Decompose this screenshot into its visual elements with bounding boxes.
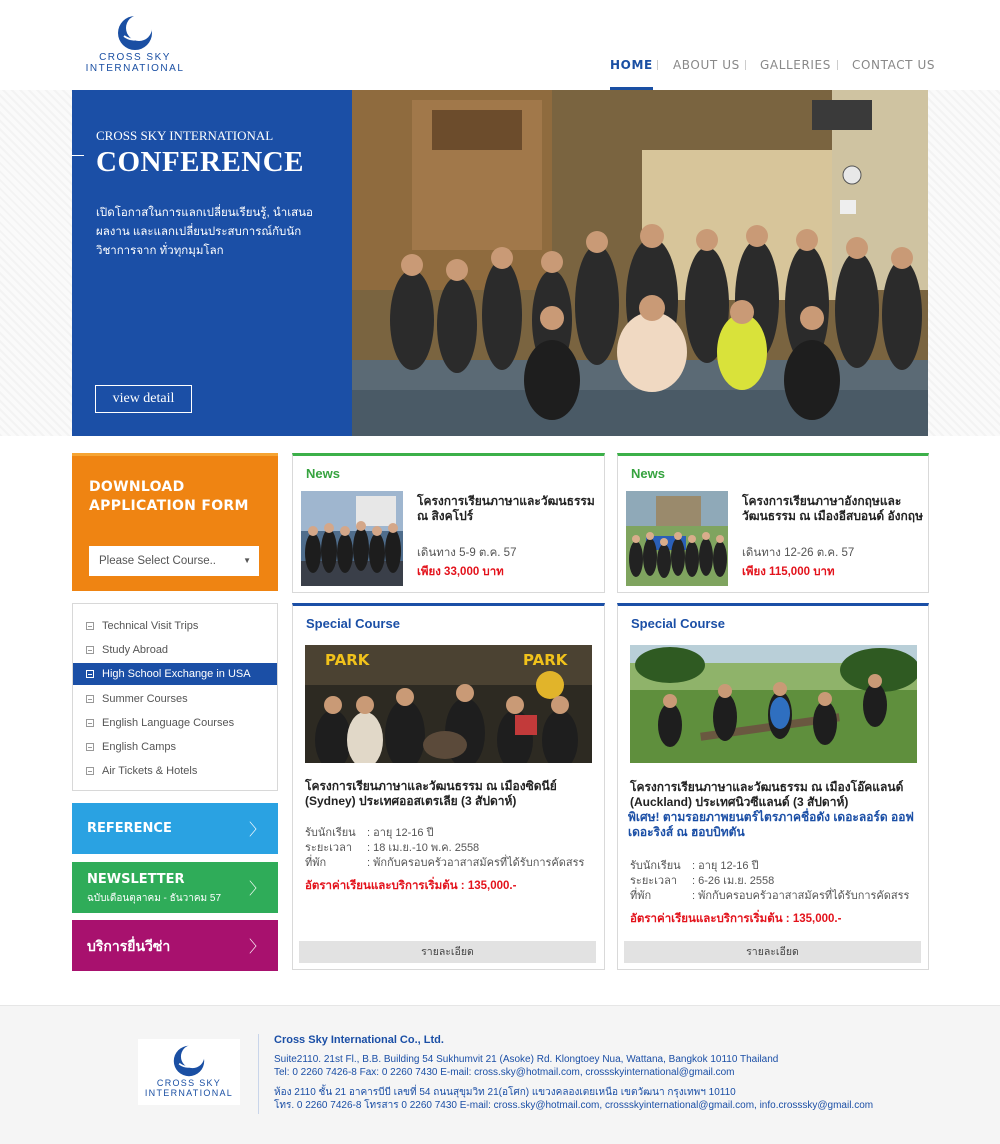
special-course-price: อัตราค่าเรียนและบริการเริ่มต้น : 135,000.-	[305, 880, 517, 892]
chevron-right-icon: 〉	[248, 879, 265, 898]
news-heading: News	[631, 466, 665, 481]
site-footer	[0, 1005, 1000, 1144]
collapse-box-icon	[86, 767, 94, 775]
newsletter-button[interactable]	[72, 862, 278, 913]
special-course-title[interactable]: โครงการเรียนภาษาและวัฒนธรรม ณ เมืองโอ๊คแลนด์ (Auckland) ประเทศนิวซีแลนด์ (3 สัปดาห์)	[630, 780, 904, 809]
info-value: : อายุ 12-16 ปี	[692, 860, 759, 872]
info-value: : อายุ 12-16 ปี	[367, 827, 434, 839]
menu-item-label: English Camps	[102, 741, 176, 753]
detail-button[interactable]: รายละเอียด	[299, 941, 596, 963]
download-title-line2: APPLICATION FORM	[89, 498, 249, 514]
menu-item-air-tickets-hotels[interactable]	[73, 760, 277, 782]
special-course-price: อัตราค่าเรียนและบริการเริ่มต้น : 135,000.-	[630, 913, 842, 925]
nav-galleries[interactable]: GALLERIES	[760, 58, 831, 72]
news-photo-eastbourne	[626, 491, 728, 586]
course-category-menu	[72, 603, 278, 791]
news-card-eastbourne[interactable]	[617, 453, 929, 593]
menu-item-english-camps[interactable]	[73, 736, 277, 758]
info-row-accommodation	[305, 853, 584, 871]
footer-logo-line1: CROSS SKY	[156, 1078, 222, 1088]
park-sign-left: PARK	[325, 651, 370, 669]
nav-about-us[interactable]: ABOUT US	[673, 58, 740, 72]
news-title[interactable]: โครงการเรียนภาษาและวัฒนธรรม ณ สิงคโปร์	[417, 494, 595, 523]
footer-company-name: Cross Sky International Co., Ltd.	[274, 1034, 444, 1046]
info-value: : พักกับครอบครัวอาสาสมัครที่ได้รับการคัดสรร	[367, 857, 585, 869]
news-date: เดินทาง 12-26 ต.ค. 57	[742, 547, 855, 559]
collapse-box-icon	[86, 719, 94, 727]
info-label: ระยะเวลา	[630, 875, 678, 887]
info-label: รับนักเรียน	[630, 860, 681, 872]
news-title[interactable]: โครงการเรียนภาษาอังกฤษและวัฒนธรรม ณ เมืองอีสบอนด์ อังกฤษ	[742, 494, 923, 523]
newsletter-subtitle: ฉบับเดือนตุลาคม - ธันวาคม 57	[87, 893, 222, 904]
logo-text-line1: CROSS SKY	[99, 52, 171, 63]
menu-item-label: High School Exchange in USA	[102, 668, 251, 680]
footer-logo[interactable]	[138, 1039, 240, 1105]
news-price: เพียง 33,000 บาท	[417, 566, 504, 578]
menu-item-high-school-exchange[interactable]	[73, 663, 277, 685]
crescent-logo-icon	[170, 1044, 208, 1078]
collapse-box-icon	[86, 743, 94, 751]
menu-item-label: English Language Courses	[102, 717, 235, 729]
collapse-box-icon	[86, 622, 94, 630]
menu-item-label: Air Tickets & Hotels	[102, 765, 198, 777]
menu-item-summer-courses[interactable]	[73, 688, 277, 710]
footer-logo-line2: INTERNATIONAL	[144, 1088, 234, 1098]
visa-service-button[interactable]	[72, 920, 278, 971]
info-label: รับนักเรียน	[305, 827, 356, 839]
info-label: ที่พัก	[305, 857, 327, 869]
download-application-form	[72, 453, 278, 591]
info-value: : 6-26 เม.ย. 2558	[692, 875, 775, 887]
news-photo-singapore	[301, 491, 403, 586]
news-date: เดินทาง 5-9 ต.ค. 57	[417, 547, 517, 559]
hero-conference-photo	[352, 90, 928, 436]
detail-button[interactable]: รายละเอียด	[624, 941, 921, 963]
reference-label: REFERENCE	[87, 821, 172, 836]
news-heading: News	[306, 466, 340, 481]
menu-item-label: Summer Courses	[102, 693, 188, 705]
hero-title: CONFERENCE	[96, 146, 305, 178]
special-course-heading: Special Course	[631, 616, 725, 631]
nav-separator	[837, 60, 838, 70]
reference-button[interactable]	[72, 803, 278, 854]
download-title	[89, 478, 249, 516]
nav-separator	[657, 60, 658, 70]
special-course-highlight: พิเศษ! ตามรอยภาพยนตร์ไตรภาคชื่อดัง เดอะลอร์ด ออฟเดอะริงส์ ณ ฮอบบิทตัน	[628, 810, 914, 839]
footer-address-th: ห้อง 2110 ชั้น 21 อาคารบีบี เลขที่ 54 ถนนสุขุมวิท 21(อโศก) แขวงคลองเตยเหนือ เขตวัฒนา กรุงเทพฯ 10110	[274, 1086, 736, 1098]
info-value: : 18 เม.ย.-10 พ.ค. 2558	[367, 842, 480, 854]
news-price: เพียง 115,000 บาท	[742, 566, 835, 578]
view-detail-button[interactable]: view detail	[95, 385, 192, 413]
park-sign-right: PARK	[523, 651, 568, 669]
hero-description: เปิดโอกาสในการแลกเปลี่ยนเรียนรู้, นำเสนอผลงาน และแลกเปลี่ยนประสบการณ์กับนักวิชาการจาก ทั่วทุกมุมโลก	[96, 207, 313, 257]
info-label: ที่พัก	[630, 890, 652, 902]
site-header	[0, 0, 1000, 90]
menu-item-label: Technical Visit Trips	[102, 620, 199, 632]
collapse-box-icon	[86, 670, 94, 678]
visa-label: บริการยื่นวีซ่า	[87, 939, 171, 955]
menu-item-label: Study Abroad	[102, 644, 169, 656]
download-title-line1: DOWNLOAD	[89, 479, 185, 495]
menu-item-english-language-courses[interactable]	[73, 712, 277, 734]
footer-contact-en: Tel: 0 2260 7426-8 Fax: 0 2260 7430 E-mail: cross.sky@hotmail.com, crossskyinternational@gmail.com	[274, 1067, 735, 1078]
site-logo[interactable]	[78, 14, 192, 80]
footer-divider	[258, 1034, 259, 1114]
special-course-card-sydney	[292, 603, 605, 970]
info-value: : พักกับครอบครัวอาสาสมัครที่ได้รับการคัดสรร	[692, 890, 910, 902]
collapse-box-icon	[86, 695, 94, 703]
news-card-singapore[interactable]	[292, 453, 605, 593]
nav-contact-us[interactable]: CONTACT US	[852, 58, 936, 72]
footer-contact-th: โทร. 0 2260 7426-8 โทรสาร 0 2260 7430 E-mail: cross.sky@hotmail.com, crossskyinternational@gmail.com, info.crosssky@gmail.com	[274, 1100, 874, 1111]
info-label: ระยะเวลา	[305, 842, 353, 854]
chevron-right-icon: 〉	[248, 820, 265, 839]
newsletter-label: NEWSLETTER	[87, 872, 185, 887]
special-course-card-auckland	[617, 603, 929, 970]
collapse-box-icon	[86, 646, 94, 654]
special-course-title[interactable]: โครงการเรียนภาษาและวัฒนธรรม ณ เมืองซิดนีย์ (Sydney) ประเทศออสเตรเลีย (3 สัปดาห์)	[305, 779, 557, 808]
menu-item-technical-visit-trips[interactable]	[73, 615, 277, 637]
course-select-value: Please Select Course..	[99, 555, 216, 567]
hero-kicker: CROSS SKY INTERNATIONAL	[96, 128, 274, 143]
crescent-logo-icon	[114, 14, 156, 52]
course-select[interactable]	[89, 546, 259, 576]
info-row-accommodation	[630, 886, 909, 904]
nav-separator	[745, 60, 746, 70]
footer-address-en: Suite2110. 21st Fl., B.B. Building 54 Sukhumvit 21 (Asoke) Rd. Klongtoey Nua, Wattana, Bangkok 10110 Thailand	[274, 1053, 779, 1065]
nav-home[interactable]: HOME	[610, 58, 653, 90]
hero-panel	[72, 90, 352, 436]
special-course-photo-auckland	[630, 645, 917, 763]
dropdown-arrow-icon: ▼	[243, 556, 251, 565]
menu-item-study-abroad[interactable]	[73, 639, 277, 661]
hero-divider	[72, 155, 84, 156]
special-course-heading: Special Course	[306, 616, 400, 631]
logo-text-line2: INTERNATIONAL	[85, 63, 185, 74]
special-course-photo-sydney	[305, 645, 592, 763]
chevron-right-icon: 〉	[248, 937, 265, 956]
footer-contact-info	[274, 1034, 914, 1113]
